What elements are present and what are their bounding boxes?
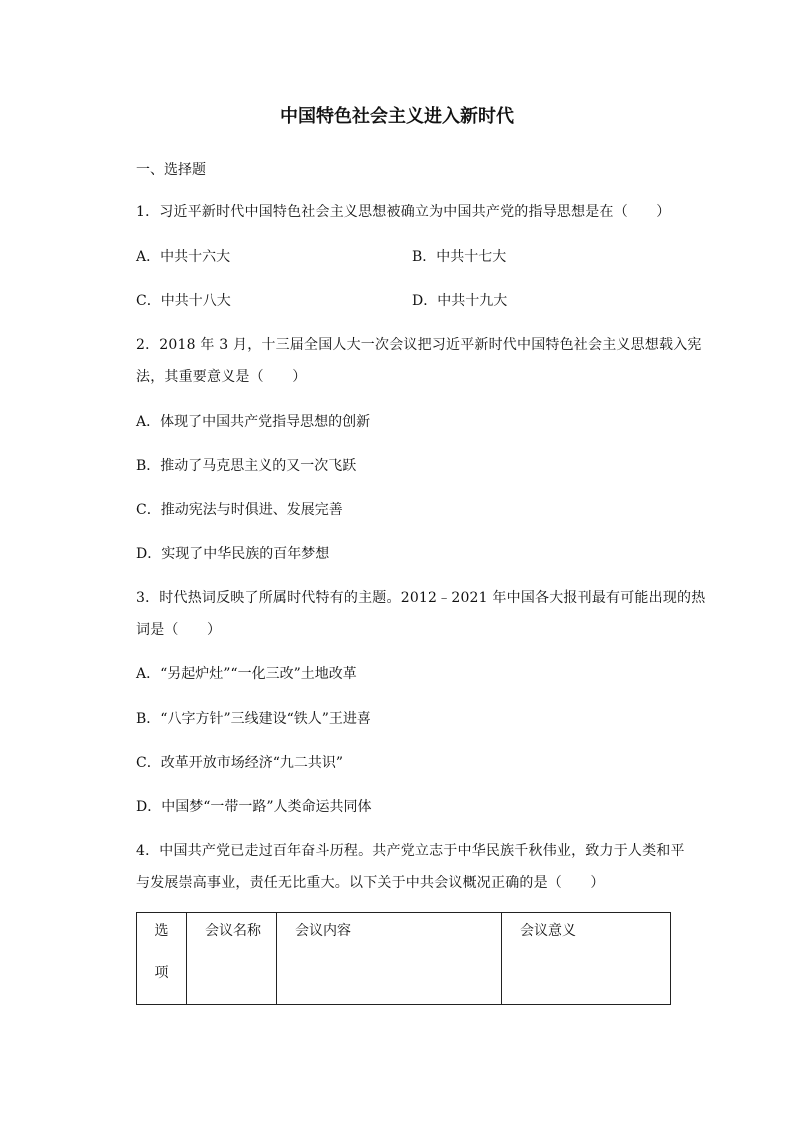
- question-3-option-c: C．改革开放市场经济“九二共识”: [136, 755, 344, 771]
- page-title: 中国特色社会主义进入新时代: [280, 106, 514, 127]
- question-4-stem-line-1: 4．中国共产党已走过百年奋斗历程。共产党立志于中华民族千秋伟业，致力于人类和平: [136, 843, 685, 859]
- question-1-option-c: C．中共十八大: [136, 293, 231, 309]
- header-meeting-name: 会议名称: [187, 913, 277, 1005]
- question-2-option-a: A．体现了中国共产党指导思想的创新: [136, 414, 371, 430]
- section-heading: 一、选择题: [136, 162, 206, 178]
- question-1-option-d: D．中共十九大: [412, 293, 508, 309]
- question-1-option-a: A．中共十六大: [136, 249, 231, 265]
- question-3-option-a: A．“另起炉灶”“一化三改”土地改革: [136, 666, 357, 682]
- header-meeting-content: 会议内容: [277, 913, 502, 1005]
- table-header-row: [137, 913, 671, 1005]
- question-2-option-c: C．推动宪法与时俱进、发展完善: [136, 502, 343, 518]
- header-meeting-significance: 会议意义: [502, 913, 671, 1005]
- header-option-char-2: 项: [154, 965, 169, 981]
- question-1-option-b: B．中共十七大: [412, 249, 507, 265]
- question-2-stem-line-1: 2．2018 年 3 月，十三届全国人大一次会议把习近平新时代中国特色社会主义思想载入宪: [136, 337, 702, 353]
- question-2-stem-line-2: 法，其重要意义是（ ）: [136, 369, 307, 385]
- meeting-table: [136, 912, 671, 1005]
- question-2-option-b: B．推动了马克思主义的又一次飞跃: [136, 458, 357, 474]
- question-3-stem-line-1: 3．时代热词反映了所属时代特有的主题。2012﹣2021 年中国各大报刊最有可能出现的热: [136, 590, 706, 606]
- question-1-stem: 1．习近平新时代中国特色社会主义思想被确立为中国共产党的指导思想是在（ ）: [136, 204, 671, 220]
- header-option: [137, 913, 187, 1005]
- header-option-char-1: 选: [154, 923, 169, 939]
- question-4-stem-line-2: 与发展崇高事业，责任无比重大。以下关于中共会议概况正确的是（ ）: [136, 875, 605, 891]
- question-2-option-d: D．实现了中华民族的百年梦想: [136, 546, 330, 562]
- question-3-option-b: B．“八字方针”三线建设“铁人”王进喜: [136, 711, 371, 727]
- question-3-option-d: D．中国梦“一带一路”人类命运共同体: [136, 799, 372, 815]
- question-3-stem-line-2: 词是（ ）: [136, 622, 222, 638]
